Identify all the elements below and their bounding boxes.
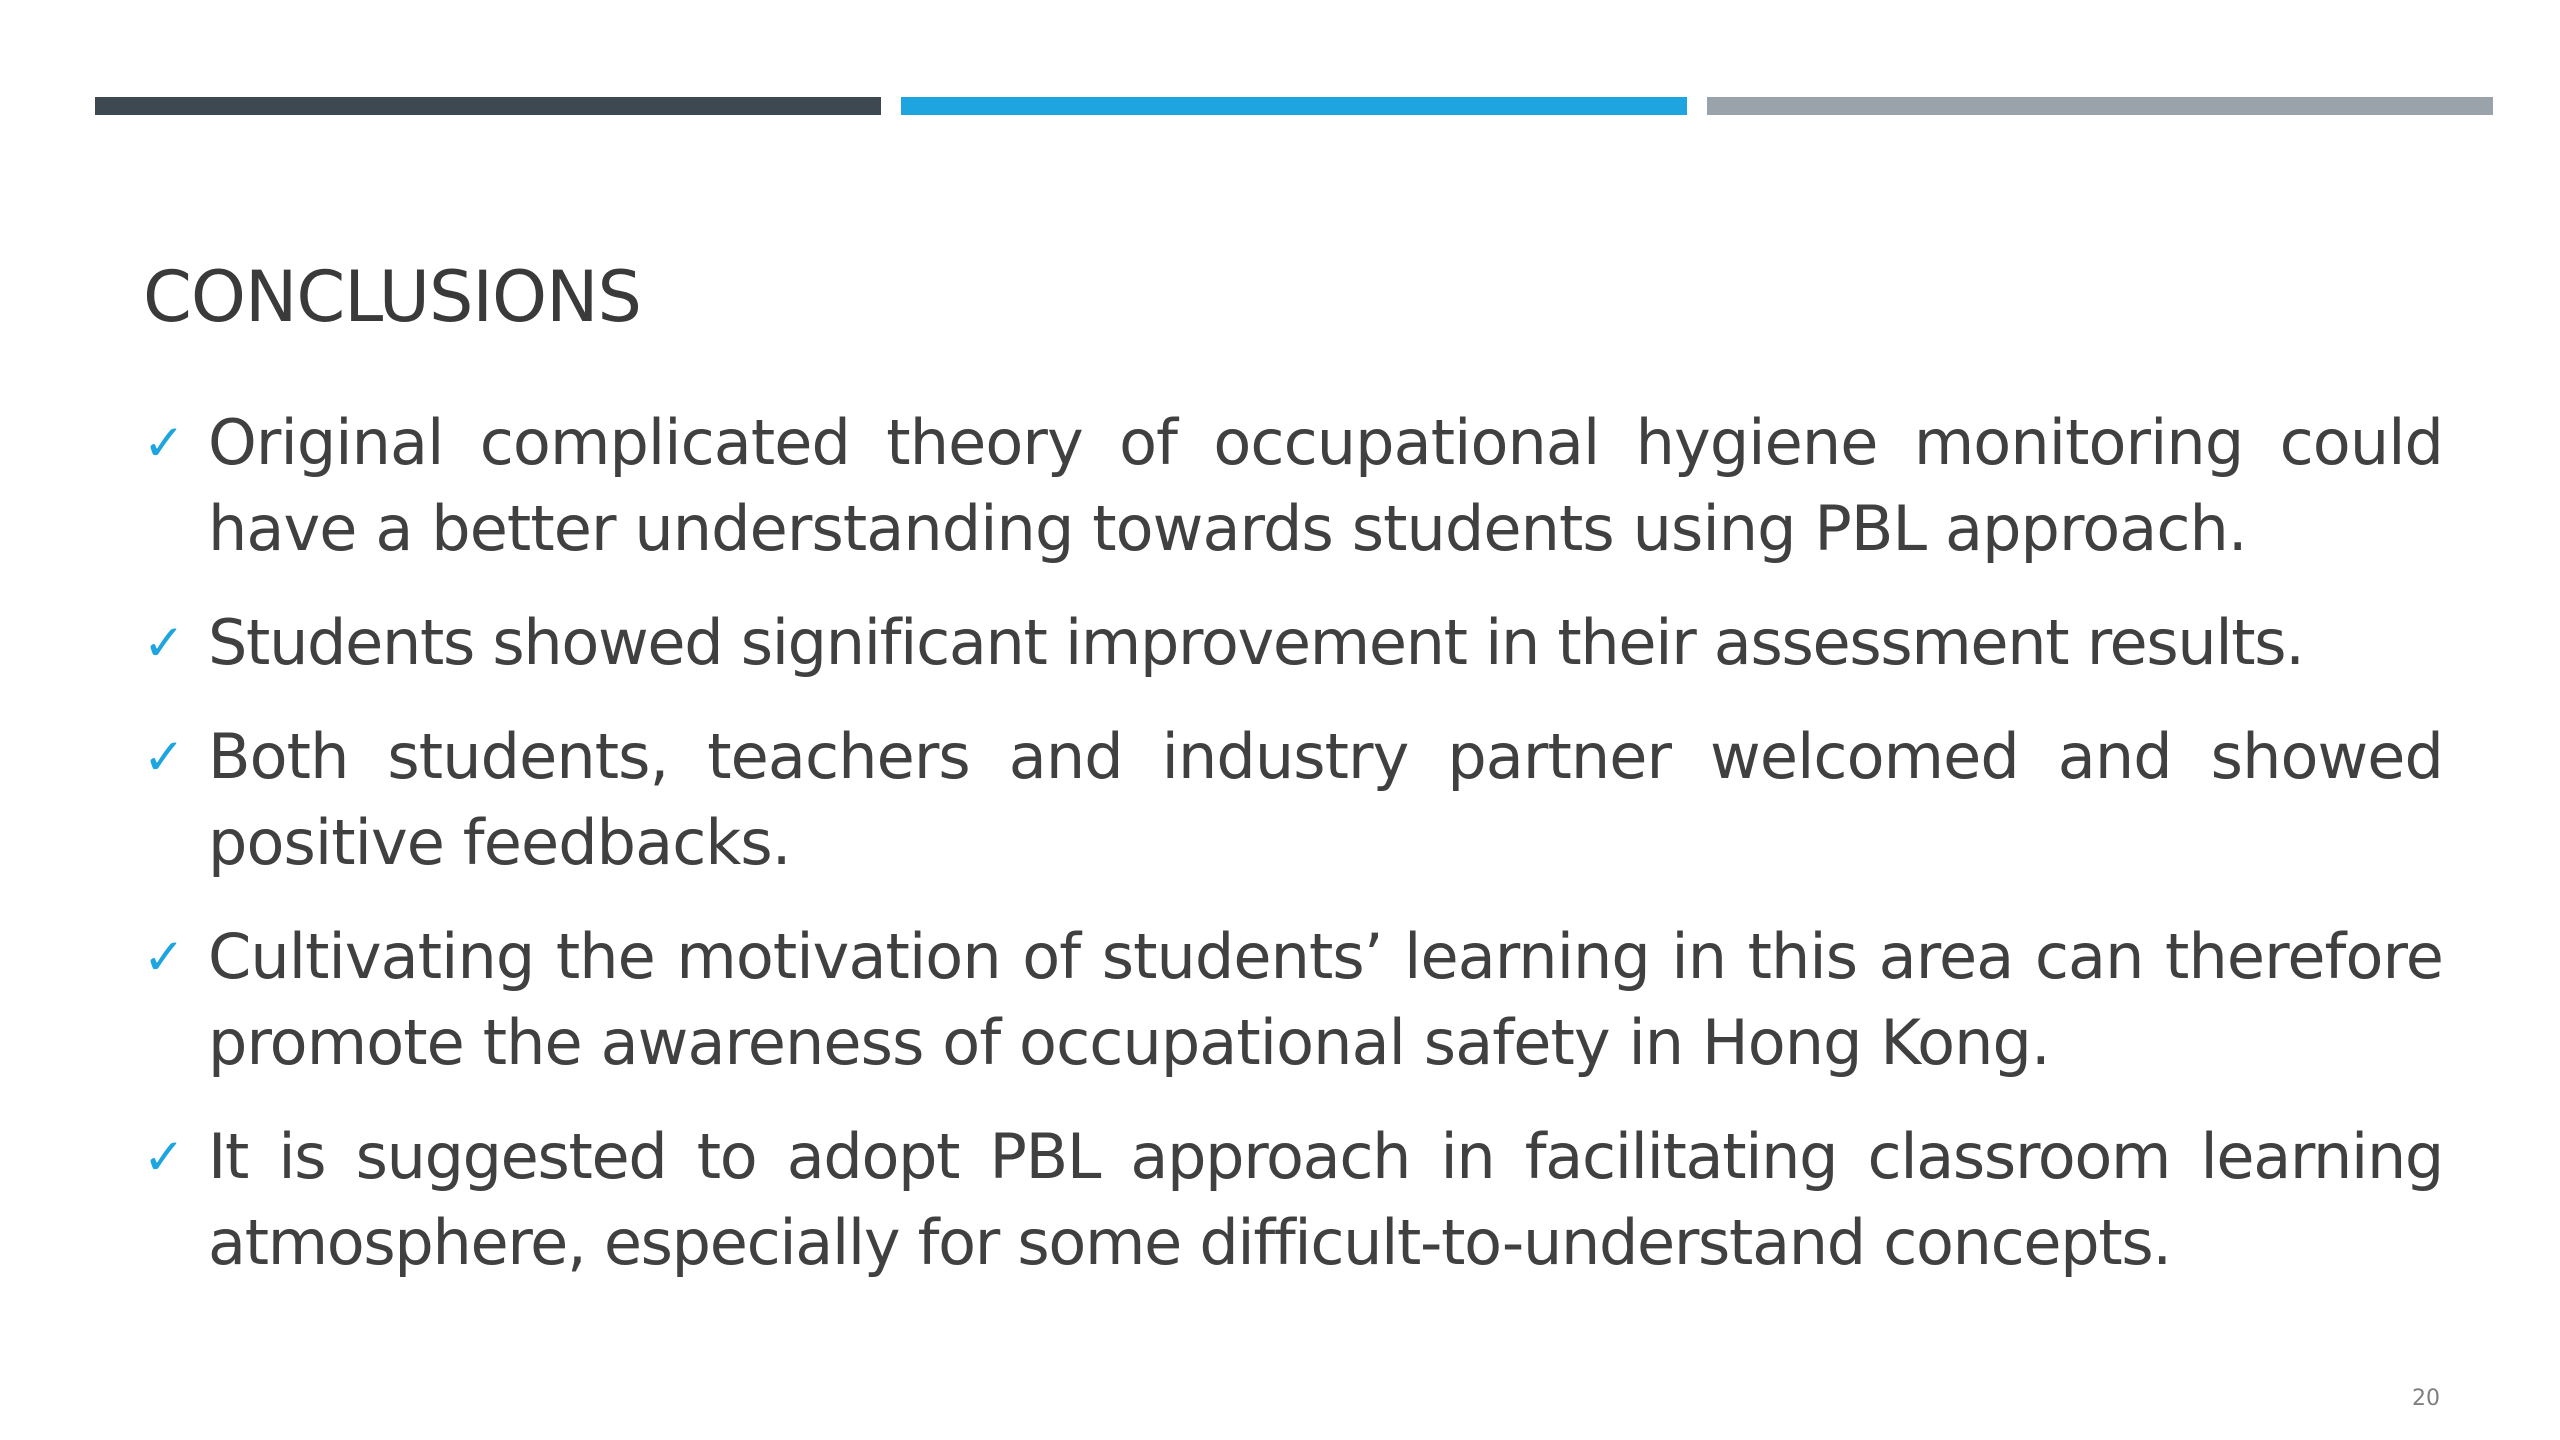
check-mark-icon: ✓ — [143, 1128, 184, 1186]
bullet-item — [143, 714, 2443, 886]
bullet-text: Students showed significant improvement in their assessment results. — [208, 606, 2304, 679]
bullet-list — [143, 400, 2443, 1314]
check-mark-icon: ✓ — [143, 614, 184, 672]
bullet-item — [143, 400, 2443, 572]
page-number: 20 — [2412, 1386, 2440, 1411]
bullet-text: Both students, teachers and industry partner welcomed and showed positive feedbacks. — [208, 720, 2443, 879]
check-mark-icon: ✓ — [143, 928, 184, 986]
header-bar-gray — [1707, 97, 2493, 115]
check-mark-icon: ✓ — [143, 728, 184, 786]
bullet-text: Cultivating the motivation of students’ learning in this area can therefore promote the awareness of occupational safety in Hong Kong. — [208, 920, 2443, 1079]
bullet-text: It is suggested to adopt PBL approach in facilitating classroom learning atmosphere, especially for some difficult-to-understand concepts. — [208, 1120, 2443, 1279]
bullet-item — [143, 1114, 2443, 1286]
header-bar-blue — [901, 97, 1687, 115]
header-bar-dark — [95, 97, 881, 115]
bullet-item — [143, 600, 2443, 686]
check-mark-icon: ✓ — [143, 414, 184, 472]
slide-title: CONCLUSIONS — [143, 256, 641, 338]
bullet-item — [143, 914, 2443, 1086]
bullet-text: Original complicated theory of occupational hygiene monitoring could have a better understanding towards students using PBL approach. — [208, 406, 2443, 565]
